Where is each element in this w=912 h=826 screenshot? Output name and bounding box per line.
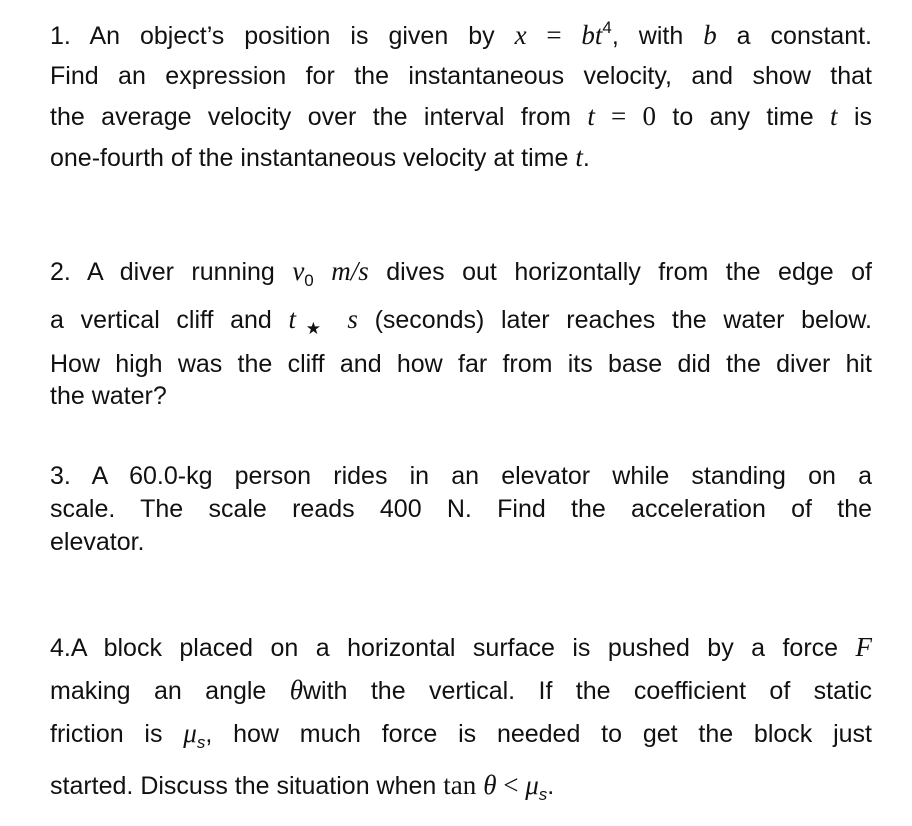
math-t: t xyxy=(575,142,583,172)
math-theta: θ xyxy=(483,770,497,800)
problem-3-line-3: elevator. xyxy=(50,528,145,556)
problem-2 xyxy=(50,252,872,412)
text-segment: dives out horizontally from the edge of xyxy=(368,258,872,286)
problem-1-line-2: Find an expression for the instantaneous velocity, and show that xyxy=(50,62,872,90)
text-segment: started. Discuss the situation when xyxy=(50,772,444,800)
text-segment: 4.A block placed on a horizontal surface is pushed by a force xyxy=(50,634,856,662)
math-units: m/s xyxy=(331,256,369,286)
math-mu: μ xyxy=(525,770,539,800)
math-theta: θ xyxy=(289,675,303,705)
text-segment: . xyxy=(582,144,590,172)
text-segment: 1. An object’s position is given by xyxy=(50,22,515,50)
problem-1-line-1 xyxy=(50,8,872,56)
math-F: F xyxy=(855,632,872,662)
problem-1-line-4 xyxy=(50,137,872,178)
text-segment: is xyxy=(837,103,872,131)
math-subscript-s: s xyxy=(196,733,206,752)
text-segment: , with xyxy=(611,22,704,50)
math-s: s xyxy=(347,304,358,334)
text-segment: making an angle xyxy=(50,677,290,705)
math-zero: 0 xyxy=(642,101,656,131)
problem-3-line-2: scale. The scale reads 400 N. Find the acceleration of the xyxy=(50,495,872,523)
text-segment: friction is xyxy=(50,720,184,748)
math-mu: μ xyxy=(183,718,197,748)
problem-4-line-1 xyxy=(50,626,872,669)
math-t: t xyxy=(288,304,297,334)
problem-2-line-1 xyxy=(50,252,872,300)
math-bt: bt xyxy=(581,20,603,50)
text-segment: 2. A diver running xyxy=(50,258,293,286)
text-segment: (seconds) later reaches the water below. xyxy=(357,306,872,334)
math-equals: = xyxy=(526,20,582,50)
math-subscript-s: s xyxy=(538,785,548,804)
problem-2-line-4: the water? xyxy=(50,382,167,410)
math-less-than: < xyxy=(496,770,526,800)
math-x: x xyxy=(514,20,527,50)
math-t: t xyxy=(830,101,838,131)
math-t: t xyxy=(587,101,595,131)
problem-4 xyxy=(50,626,872,816)
text-segment: . xyxy=(547,772,555,800)
text-segment: to any time xyxy=(655,103,831,131)
text-segment: with the vertical. If the coefficient of static xyxy=(303,677,873,705)
math-subscript-zero: 0 xyxy=(304,271,314,290)
problem-3-line-1: 3. A 60.0-kg person rides in an elevator while standing on a xyxy=(50,462,872,490)
text-segment: a constant. xyxy=(716,22,873,50)
text-segment: one-fourth of the instantaneous velocity at time xyxy=(50,144,576,172)
problem-3 xyxy=(50,460,872,559)
math-b: b xyxy=(703,20,717,50)
math-equals: = xyxy=(594,101,643,131)
problem-1-line-3 xyxy=(50,96,872,137)
text-segment: the average velocity over the interval from xyxy=(50,103,588,131)
math-v: v xyxy=(292,256,305,286)
star-icon: ★ xyxy=(296,319,331,338)
math-tan: tan xyxy=(443,770,477,800)
math-exponent: 4 xyxy=(602,18,612,37)
problem-4-line-4 xyxy=(50,764,872,816)
text-segment: a vertical cliff and xyxy=(50,306,289,334)
problem-4-line-3 xyxy=(50,712,872,764)
problem-2-line-3: How high was the cliff and how far from its base did the diver hit xyxy=(50,350,872,378)
problem-4-line-2 xyxy=(50,669,872,712)
problem-1 xyxy=(50,8,872,178)
problem-2-line-2 xyxy=(50,300,872,348)
text-segment: , how much force is needed to get the block just xyxy=(205,720,872,748)
